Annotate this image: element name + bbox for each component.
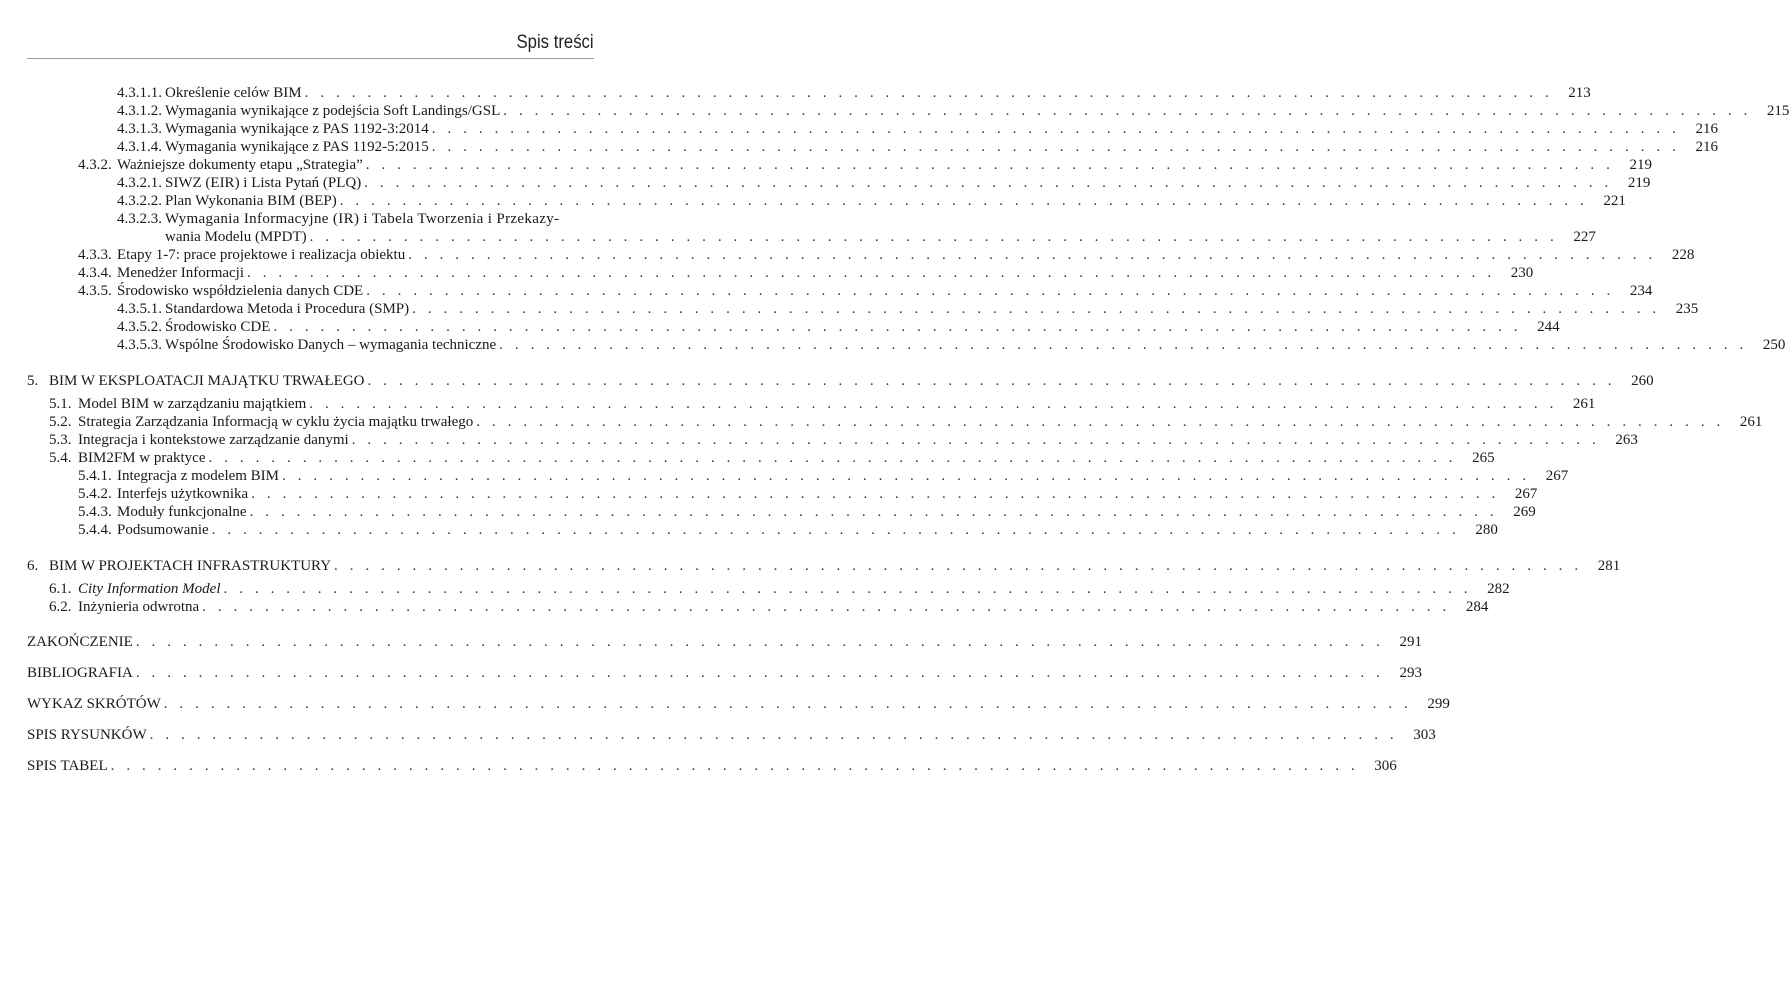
toc-entry[interactable]	[27, 431, 1638, 449]
entry-title: City Information Model	[78, 580, 224, 598]
entry-page-number: 267	[1545, 468, 1569, 484]
toc-entry[interactable]	[27, 156, 1652, 174]
toc-entry[interactable]	[27, 598, 1489, 616]
toc-entry[interactable]	[27, 557, 1621, 575]
entry-title: Środowisko CDE	[165, 318, 273, 336]
entry-number: 4.3.5.2.	[117, 319, 162, 335]
entry-number: 6.2.	[49, 599, 72, 615]
toc-entry[interactable]	[27, 138, 1718, 156]
dot-leader: . . . . . . . . . . . . . . . . . . . . . . . . . . . . . . . . . . . . . . . . . . . . . . . . . . . . . . . . . . . . . . . . . . . . . . . . . . . . . . . .	[339, 193, 1588, 209]
entry-page-number: 261	[1739, 414, 1763, 430]
toc-entry[interactable]	[27, 485, 1538, 503]
dot-leader: . . . . . . . . . . . . . . . . . . . . . . . . . . . . . . . . . . . . . . . . . . . . . . . . . . . . . . . . . . . . . . . . . . . . . . . . . . . . . . . .	[282, 468, 1531, 484]
entry-page-number: 306	[1374, 758, 1397, 774]
dot-leader: . . . . . . . . . . . . . . . . . . . . . . . . . . . . . . . . . . . . . . . . . . . . . . . . . . . . . . . . . . . . . . . . . . . . . . . . . . . . . . . .	[366, 283, 1615, 299]
entry-number: 5.3.	[49, 432, 72, 448]
entry-page-number: 265	[1472, 450, 1495, 466]
dot-leader: . . . . . . . . . . . . . . . . . . . . . . . . . . . . . . . . . . . . . . . . . . . . . . . . . . . . . . . . . . . . . . . . . . . . . . . . . . . . . . . .	[135, 634, 1384, 650]
dot-leader: . . . . . . . . . . . . . . . . . . . . . . . . . . . . . . . . . . . . . . . . . . . . . . . . . . . . . . . . . . . . . . . . . . . . . . . . . . . . . . . .	[249, 504, 1498, 520]
entry-page-number: 269	[1513, 504, 1536, 520]
dot-leader: . . . . . . . . . . . . . . . . . . . . . . . . . . . . . . . . . . . . . . . . . . . . . . . . . . . . . . . . . . . . . . . . . . . . . . . . . . . . . . . .	[163, 696, 1412, 712]
entry-page-number: 213	[1568, 85, 1591, 101]
dot-leader: . . . . . . . . . . . . . . . . . . . . . . . . . . . . . . . . . . . . . . . . . . . . . . . . . . . . . . . . . . . . . . . . . . . . . . . . . . . . . . . .	[273, 319, 1522, 335]
toc-entry[interactable]	[27, 503, 1536, 521]
entry-page-number: 219	[1629, 157, 1652, 173]
entry-page-number: 260	[1631, 373, 1654, 389]
toc-entry[interactable]	[27, 467, 1569, 485]
dot-leader: . . . . . . . . . . . . . . . . . . . . . . . . . . . . . . . . . . . . . . . . . . . . . . . . . . . . . . . . . . . . . . . . . . . . . . . . . . . . . . . .	[202, 599, 1451, 615]
dot-leader: . . . . . . . . . . . . . . . . . . . . . . . . . . . . . . . . . . . . . . . . . . . . . . . . . . . . . . . . . . . . . . . . . . . . . . . . . . . . . . . .	[211, 522, 1460, 538]
entry-title: WYKAZ SKRÓTÓW	[27, 695, 164, 713]
entry-title: Ważniejsze dokumenty etapu „Strategia”	[117, 156, 366, 174]
toc-entry[interactable]	[27, 695, 1450, 713]
entry-title: Standardowa Metoda i Procedura (SMP)	[165, 300, 412, 318]
entry-number: 4.3.1.2.	[117, 103, 162, 119]
toc-entry[interactable]	[27, 192, 1626, 210]
entry-number: 4.3.1.3.	[117, 121, 162, 137]
entry-page-number: 263	[1615, 432, 1638, 448]
dot-leader: . . . . . . . . . . . . . . . . . . . . . . . . . . . . . . . . . . . . . . . . . . . . . . . . . . . . . . . . . . . . . . . . . . . . . . . . . . . . . . . .	[304, 85, 1553, 101]
toc-entry[interactable]	[27, 633, 1422, 651]
entry-page-number: 284	[1465, 599, 1489, 615]
dot-leader: . . . . . . . . . . . . . . . . . . . . . . . . . . . . . . . . . . . . . . . . . . . . . . . . . . . . . . . . . . . . . . . . . . . . . . . . . . . . . . . .	[251, 486, 1500, 502]
entry-number: 5.	[27, 373, 39, 389]
entry-number: 6.1.	[49, 581, 72, 597]
entry-title: Etapy 1-7: prace projektowe i realizacja obiektu	[117, 246, 408, 264]
entry-number: 5.4.2.	[78, 486, 112, 502]
entry-number: 4.3.2.1.	[117, 175, 162, 191]
entry-number: 4.3.5.1.	[117, 301, 162, 317]
dot-leader: . . . . . . . . . . . . . . . . . . . . . . . . . . . . . . . . . . . . . . . . . . . . . . . . . . . . . . . . . . . . . . . . . . . . . . . . . . . . . . . .	[149, 727, 1398, 743]
header-title: Spis treści	[516, 32, 594, 53]
entry-page-number: 216	[1695, 139, 1718, 155]
entry-title: Wspólne Środowisko Danych – wymagania techniczne	[165, 336, 499, 354]
dot-leader: . . . . . . . . . . . . . . . . . . . . . . . . . . . . . . . . . . . . . . . . . . . . . . . . . . . . . . . . . . . . . . . . . . . . . . . . . . . . . . . .	[431, 121, 1680, 137]
dot-leader: . . . . . . . . . . . . . . . . . . . . . . . . . . . . . . . . . . . . . . . . . . . . . . . . . . . . . . . . . . . . . . . . . . . . . . . . . . . . . . . .	[208, 450, 1457, 466]
entry-number: 5.4.	[49, 450, 72, 466]
entry-number: 4.3.2.	[78, 157, 112, 173]
entry-title: BIBLIOGRAFIA	[27, 664, 136, 682]
toc-entry[interactable]	[27, 300, 1699, 318]
entry-page-number: 282	[1487, 581, 1510, 597]
entry-page-number: 293	[1399, 665, 1422, 681]
entry-title: SPIS TABEL	[27, 757, 111, 775]
entry-title: Integracja i kontekstowe zarządzanie danymi	[78, 431, 352, 449]
entry-number: 4.3.1.1.	[117, 85, 162, 101]
toc-entry[interactable]	[27, 84, 1591, 102]
dot-leader: . . . . . . . . . . . . . . . . . . . . . . . . . . . . . . . . . . . . . . . . . . . . . . . . . . . . . . . . . . . . . . . . . . . . . . . . . . . . . . . .	[309, 229, 1558, 245]
dot-leader: . . . . . . . . . . . . . . . . . . . . . . . . . . . . . . . . . . . . . . . . . . . . . . . . . . . . . . . . . . . . . . . . . . . . . . . . . . . . . . . .	[110, 758, 1359, 774]
toc-entry[interactable]	[27, 336, 1786, 354]
entry-number: 5.4.3.	[78, 504, 112, 520]
entry-page-number: 299	[1427, 696, 1450, 712]
entry-page-number: 228	[1671, 247, 1695, 263]
toc-entry[interactable]	[27, 580, 1510, 598]
entry-title: Menedżer Informacji	[117, 264, 247, 282]
dot-leader: . . . . . . . . . . . . . . . . . . . . . . . . . . . . . . . . . . . . . . . . . . . . . . . . . . . . . . . . . . . . . . . . . . . . . . . . . . . . . . . .	[408, 247, 1657, 263]
entry-title: Strategia Zarządzania Informacją w cyklu życia majątku trwałego	[78, 413, 476, 431]
entry-title: Interfejs użytkownika	[117, 485, 251, 503]
dot-leader: . . . . . . . . . . . . . . . . . . . . . . . . . . . . . . . . . . . . . . . . . . . . . . . . . . . . . . . . . . . . . . . . . . . . . . . . . . . . . . . .	[431, 139, 1680, 155]
toc-entry[interactable]	[27, 726, 1436, 744]
dot-leader: . . . . . . . . . . . . . . . . . . . . . . . . . . . . . . . . . . . . . . . . . . . . . . . . . . . . . . . . . . . . . . . . . . . . . . . . . . . . . . . .	[334, 558, 1583, 574]
toc-entry[interactable]	[27, 174, 1651, 192]
entry-title: Wymagania wynikające z podejścia Soft Landings/GSL	[165, 102, 503, 120]
toc-entry[interactable]	[27, 246, 1695, 264]
entry-page-number: 250	[1762, 337, 1786, 353]
entry-title: Wymagania Informacyjne (IR) i Tabela Tworzenia i Przekazy-	[165, 210, 563, 228]
entry-title: BIM W EKSPLOATACJI MAJĄTKU TRWAŁEGO	[49, 372, 367, 390]
entry-title: Określenie celów BIM	[165, 84, 305, 102]
entry-title-continued: wania Modelu (MPDT)	[165, 228, 310, 246]
toc-entry[interactable]	[27, 413, 1763, 431]
toc-entry[interactable]	[27, 120, 1718, 138]
dot-leader: . . . . . . . . . . . . . . . . . . . . . . . . . . . . . . . . . . . . . . . . . . . . . . . . . . . . . . . . . . . . . . . . . . . . . . . . . . . . . . . .	[412, 301, 1661, 317]
entry-page-number: 303	[1413, 727, 1436, 743]
dot-leader: . . . . . . . . . . . . . . . . . . . . . . . . . . . . . . . . . . . . . . . . . . . . . . . . . . . . . . . . . . . . . . . . . . . . . . . . . . . . . . . .	[309, 396, 1558, 412]
dot-leader: . . . . . . . . . . . . . . . . . . . . . . . . . . . . . . . . . . . . . . . . . . . . . . . . . . . . . . . . . . . . . . . . . . . . . . . . . . . . . . . .	[499, 337, 1748, 353]
entry-title: BIM2FM w praktyce	[78, 449, 209, 467]
toc-entry[interactable]	[27, 449, 1495, 467]
toc-entry[interactable]	[27, 395, 1596, 413]
entry-number: 4.3.2.2.	[117, 193, 162, 209]
entry-number: 4.3.5.	[78, 283, 112, 299]
entry-title: Wymagania wynikające z PAS 1192-5:2015	[165, 138, 432, 156]
entry-page-number: 281	[1597, 558, 1621, 574]
entry-number: 5.1.	[49, 396, 72, 412]
entry-page-number: 230	[1510, 265, 1534, 281]
entry-number: 4.3.4.	[78, 265, 112, 281]
running-header	[27, 30, 594, 59]
entry-title: SIWZ (EIR) i Lista Pytań (PLQ)	[165, 174, 364, 192]
dot-leader: . . . . . . . . . . . . . . . . . . . . . . . . . . . . . . . . . . . . . . . . . . . . . . . . . . . . . . . . . . . . . . . . . . . . . . . . . . . . . . . .	[476, 414, 1725, 430]
toc-entry[interactable]	[27, 757, 1397, 775]
entry-page-number: 227	[1573, 229, 1596, 245]
dot-leader: . . . . . . . . . . . . . . . . . . . . . . . . . . . . . . . . . . . . . . . . . . . . . . . . . . . . . . . . . . . . . . . . . . . . . . . . . . . . . . . .	[367, 373, 1616, 389]
entry-page-number: 235	[1675, 301, 1699, 317]
toc-entry[interactable]	[27, 210, 594, 228]
entry-title: Model BIM w zarządzaniu majątkiem	[78, 395, 309, 413]
entry-number: 4.3.2.3.	[117, 211, 162, 227]
dot-leader: . . . . . . . . . . . . . . . . . . . . . . . . . . . . . . . . . . . . . . . . . . . . . . . . . . . . . . . . . . . . . . . . . . . . . . . . . . . . . . . .	[223, 581, 1472, 597]
entry-title: Moduły funkcjonalne	[117, 503, 250, 521]
entry-title: SPIS RYSUNKÓW	[27, 726, 150, 744]
entry-page-number: 215	[1766, 103, 1789, 119]
entry-title: BIM W PROJEKTACH INFRASTRUKTURY	[49, 557, 334, 575]
entry-title: Podsumowanie	[117, 521, 212, 539]
entry-number: 4.3.3.	[78, 247, 112, 263]
entry-page-number: 219	[1627, 175, 1651, 191]
entry-number: 5.4.4.	[78, 522, 112, 538]
entry-title: Inżynieria odwrotna	[78, 598, 202, 616]
dot-leader: . . . . . . . . . . . . . . . . . . . . . . . . . . . . . . . . . . . . . . . . . . . . . . . . . . . . . . . . . . . . . . . . . . . . . . . . . . . . . . . .	[364, 175, 1613, 191]
toc-entry[interactable]	[27, 102, 1789, 120]
entry-page-number: 280	[1475, 522, 1498, 538]
entry-page-number: 234	[1629, 283, 1653, 299]
entry-title: Środowisko współdzielenia danych CDE	[117, 282, 366, 300]
toc-entry[interactable]	[27, 318, 1560, 336]
entry-number: 5.4.1.	[78, 468, 112, 484]
dot-leader: . . . . . . . . . . . . . . . . . . . . . . . . . . . . . . . . . . . . . . . . . . . . . . . . . . . . . . . . . . . . . . . . . . . . . . . . . . . . . . . .	[351, 432, 1600, 448]
toc-entry[interactable]	[27, 282, 1653, 300]
toc-entry[interactable]	[27, 264, 1534, 282]
entry-number: 4.3.5.3.	[117, 337, 162, 353]
entry-number: 4.3.1.4.	[117, 139, 162, 155]
entry-page-number: 244	[1537, 319, 1560, 335]
toc-entry[interactable]	[27, 372, 1654, 390]
entry-page-number: 221	[1603, 193, 1626, 209]
dot-leader: . . . . . . . . . . . . . . . . . . . . . . . . . . . . . . . . . . . . . . . . . . . . . . . . . . . . . . . . . . . . . . . . . . . . . . . . . . . . . . . .	[503, 103, 1752, 119]
entry-title: ZAKOŃCZENIE	[27, 633, 136, 651]
toc-entry[interactable]	[27, 664, 1422, 682]
toc-entry[interactable]	[27, 521, 1498, 539]
toc-entry-continuation[interactable]	[27, 228, 1596, 246]
dot-leader: . . . . . . . . . . . . . . . . . . . . . . . . . . . . . . . . . . . . . . . . . . . . . . . . . . . . . . . . . . . . . . . . . . . . . . . . . . . . . . . .	[135, 665, 1384, 681]
dot-leader: . . . . . . . . . . . . . . . . . . . . . . . . . . . . . . . . . . . . . . . . . . . . . . . . . . . . . . . . . . . . . . . . . . . . . . . . . . . . . . . .	[247, 265, 1496, 281]
table-of-contents	[27, 84, 1789, 775]
entry-title: Wymagania wynikające z PAS 1192-3:2014	[165, 120, 432, 138]
entry-page-number: 261	[1572, 396, 1596, 412]
entry-page-number: 267	[1514, 486, 1538, 502]
entry-page-number: 291	[1399, 634, 1422, 650]
entry-title: Integracja z modelem BIM	[117, 467, 282, 485]
entry-number: 6.	[27, 558, 39, 574]
entry-number: 5.2.	[49, 414, 72, 430]
entry-title: Plan Wykonania BIM (BEP)	[165, 192, 340, 210]
dot-leader: . . . . . . . . . . . . . . . . . . . . . . . . . . . . . . . . . . . . . . . . . . . . . . . . . . . . . . . . . . . . . . . . . . . . . . . . . . . . . . . .	[365, 157, 1614, 173]
entry-page-number: 216	[1695, 121, 1718, 137]
